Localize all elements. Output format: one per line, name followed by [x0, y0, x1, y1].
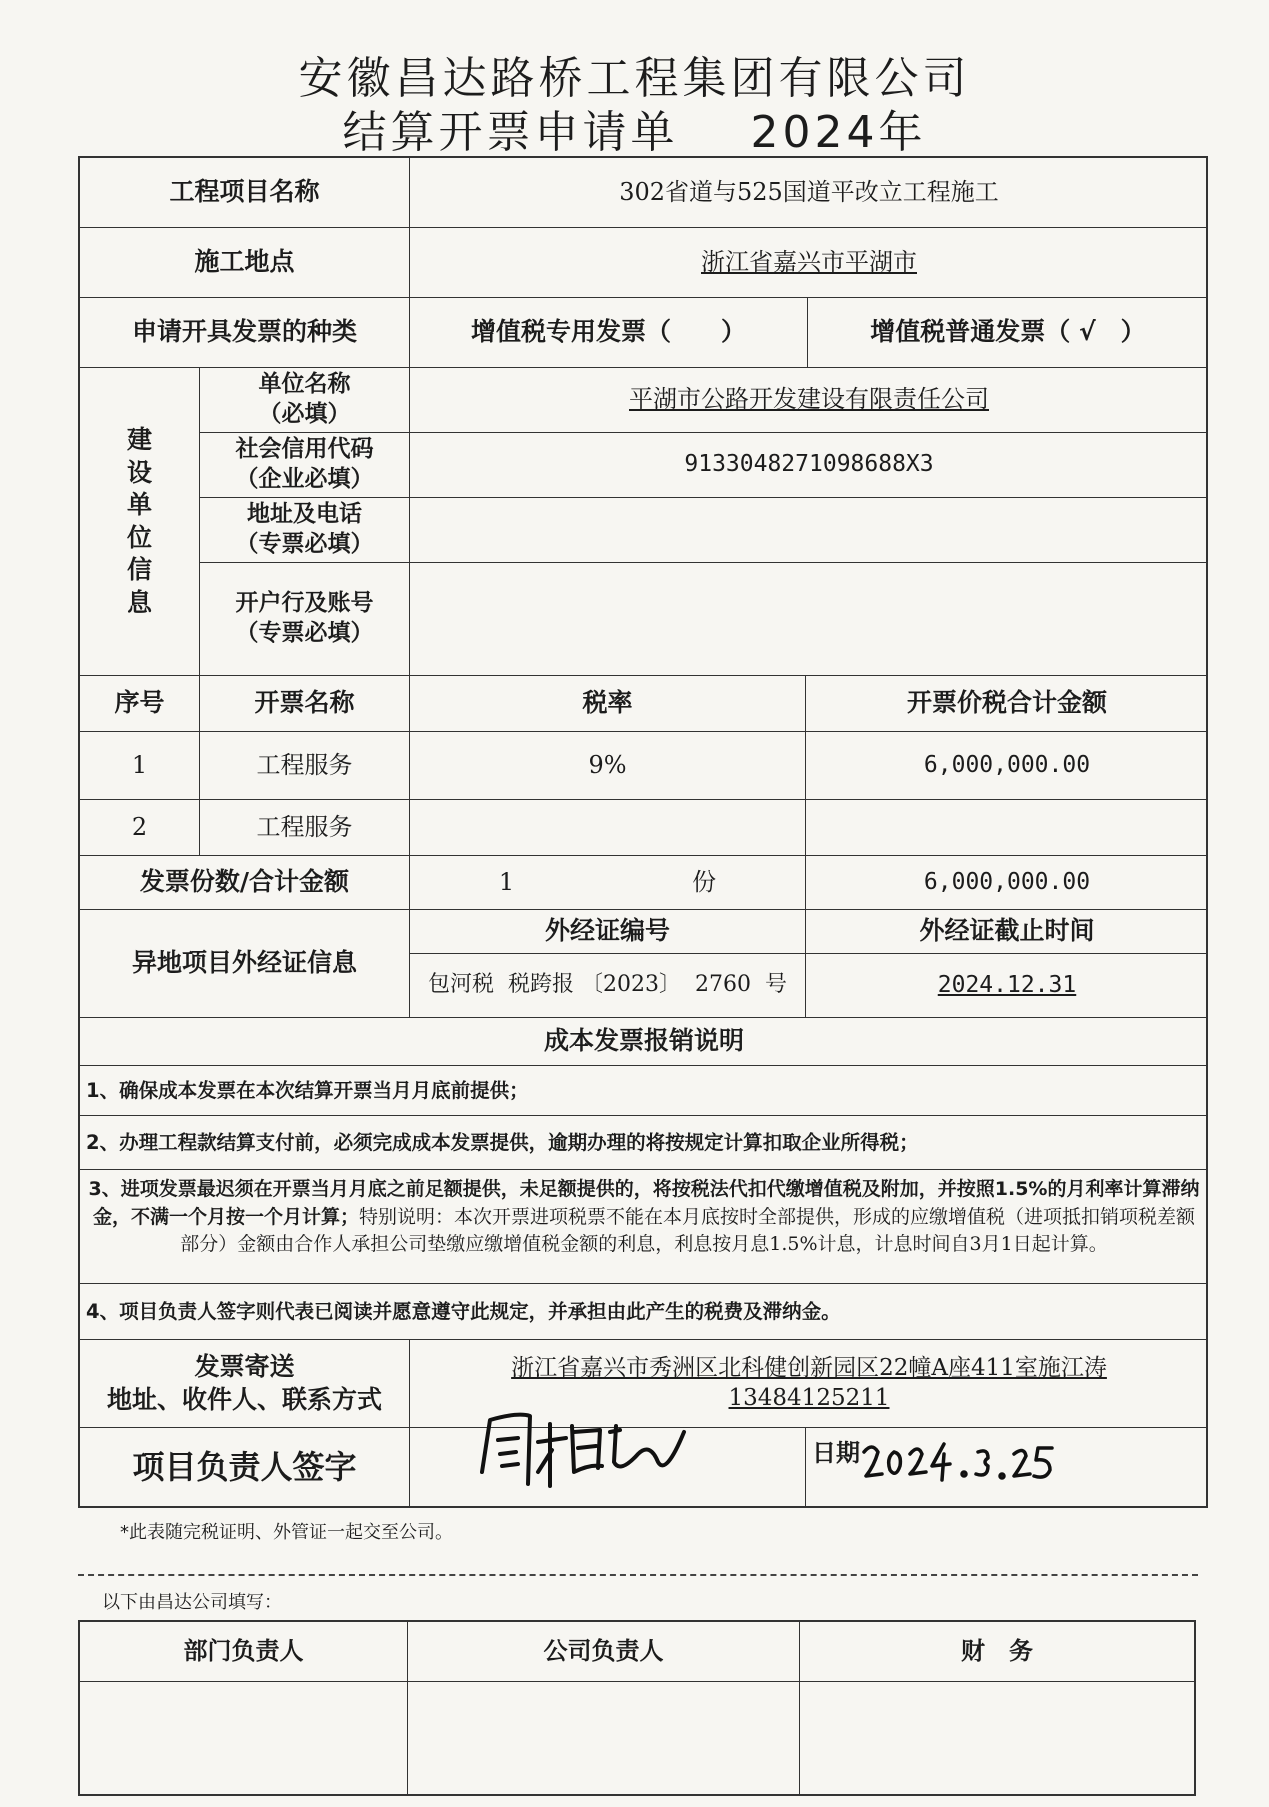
builder-section-label	[80, 368, 200, 676]
bank-account-label	[200, 563, 410, 676]
total-amount: 6,000,000.00	[806, 856, 1208, 910]
credit-code-label	[200, 433, 410, 498]
label-line: （必填）	[258, 401, 351, 427]
dept-head-sign[interactable]	[80, 1682, 408, 1794]
company-head-sign[interactable]	[408, 1682, 800, 1794]
builder-label-char: 信	[126, 555, 152, 584]
cost-note-3b: 特别说明：本次开票进项税票不能在本月底按时全部提供，形成的应缴增值税（进项抵扣销项税差额部分）金额由合作人承担公司垫缴应缴增值税金额的利息，利息按月息1.5%计息，计息时间自3月1日起计算。	[180, 1205, 1196, 1256]
row-rate	[410, 800, 806, 856]
permit-number-label: 外经证编号	[410, 910, 806, 954]
cut-line	[78, 1574, 1198, 1576]
cost-note-1: 1、确保成本发票在本次结算开票当月月底前提供；	[80, 1066, 1208, 1116]
row-rate: 9%	[410, 732, 806, 800]
total-count-unit: 份	[692, 867, 717, 896]
finance-sign[interactable]	[800, 1682, 1194, 1794]
date-label: 日期	[812, 1439, 860, 1467]
signoff-label: 项目负责人签字	[80, 1428, 410, 1508]
cost-note-3	[80, 1170, 1208, 1284]
footnote: *此表随完税证明、外管证一起交至公司。	[120, 1522, 453, 1543]
invoice-type-normal[interactable]: 增值税普通发票（ √ ）	[808, 298, 1208, 368]
delivery-label	[80, 1340, 410, 1428]
unit-name-value[interactable]: 平湖市公路开发建设有限责任公司	[629, 385, 989, 414]
company-head-label: 公司负责人	[408, 1622, 800, 1682]
label-line: 社会信用代码	[235, 436, 374, 463]
permit-label: 异地项目外经证信息	[80, 910, 410, 1018]
row-name: 工程服务	[200, 800, 410, 856]
total-count-cell	[410, 856, 806, 910]
total-label: 发票份数/合计金额	[80, 856, 410, 910]
builder-label-char: 建	[126, 425, 152, 454]
unit-name-label	[200, 368, 410, 433]
label-line: 发票寄送	[194, 1352, 295, 1381]
form-year: 2024年	[750, 107, 927, 158]
builder-label-char: 息	[126, 587, 152, 617]
finance-label: 财 务	[800, 1622, 1194, 1682]
handwritten-date	[860, 1430, 1060, 1490]
builder-label-char: 单	[126, 490, 152, 519]
row-no: 2	[80, 800, 200, 856]
address-phone-label	[200, 498, 410, 563]
permit-deadline-label: 外经证截止时间	[806, 910, 1208, 954]
cost-note-2: 2、办理工程款结算支付前，必须完成成本发票提供，逾期办理的将按规定计算扣取企业所得税；	[80, 1116, 1208, 1170]
bank-account-value[interactable]	[410, 563, 1208, 676]
label-line: 地址及电话	[247, 501, 362, 528]
cost-note-3a: 3、进项发票最迟须在开票当月月底之前足额提供，未足额提供的，将按税法代扣代缴增值税及附加，并按照1.5%的月利率计算滞纳金，不满一个月按一个月计算；	[88, 1178, 1200, 1228]
dept-head-label: 部门负责人	[80, 1622, 408, 1682]
col-header-rate: 税率	[410, 676, 806, 732]
builder-label-char: 位	[126, 522, 152, 552]
label-line: （专票必填）	[235, 620, 374, 646]
col-header-no: 序号	[80, 676, 200, 732]
permit-deadline-value[interactable]: 2024.12.31	[937, 971, 1077, 998]
delivery-address: 浙江省嘉兴市秀洲区北科健创新园区22幢A座411室施江涛	[511, 1354, 1107, 1381]
application-form	[78, 156, 1208, 1508]
label-line: 开户行及账号	[235, 590, 374, 617]
label-line: （企业必填）	[235, 466, 374, 492]
site-label: 施工地点	[80, 228, 410, 298]
form-title-text: 结算开票申请单	[342, 107, 679, 158]
builder-label-char: 设	[126, 457, 152, 487]
permit-number-value[interactable]: 包河税 税跨报 〔2023〕 2760 号	[410, 954, 806, 1018]
handwritten-signature	[470, 1402, 690, 1492]
form-title	[0, 96, 1269, 160]
cost-note-4: 4、项目负责人签字则代表已阅读并愿意遵守此规定，并承担由此产生的税费及滞纳金。	[80, 1284, 1208, 1340]
row-amount: 6,000,000.00	[806, 732, 1208, 800]
label-line: （专票必填）	[235, 531, 374, 557]
credit-code-value[interactable]: 9133048271098688X3	[410, 433, 1208, 498]
label-line: 单位名称	[258, 371, 351, 398]
row-amount	[806, 800, 1208, 856]
col-header-amount: 开票价税合计金额	[806, 676, 1208, 732]
cost-notes-title: 成本发票报销说明	[80, 1018, 1208, 1066]
project-name-value: 302省道与525国道平改立工程施工	[410, 158, 1208, 228]
invoice-type-special[interactable]: 增值税专用发票（ ）	[410, 298, 808, 368]
company-title: 安徽昌达路桥工程集团有限公司	[298, 53, 971, 104]
approval-table	[78, 1620, 1196, 1796]
delivery-phone: 13484125211	[728, 1384, 890, 1411]
col-header-name: 开票名称	[200, 676, 410, 732]
row-no: 1	[80, 732, 200, 800]
site-value: 浙江省嘉兴市平湖市	[701, 247, 917, 276]
address-phone-value[interactable]	[410, 498, 1208, 563]
row-name: 工程服务	[200, 732, 410, 800]
invoice-type-label: 申请开具发票的种类	[80, 298, 410, 368]
approval-caption: 以下由昌达公司填写：	[102, 1592, 282, 1613]
total-count: 1	[498, 867, 515, 896]
label-line: 地址、收件人、联系方式	[106, 1384, 382, 1414]
project-name-label: 工程项目名称	[80, 158, 410, 228]
